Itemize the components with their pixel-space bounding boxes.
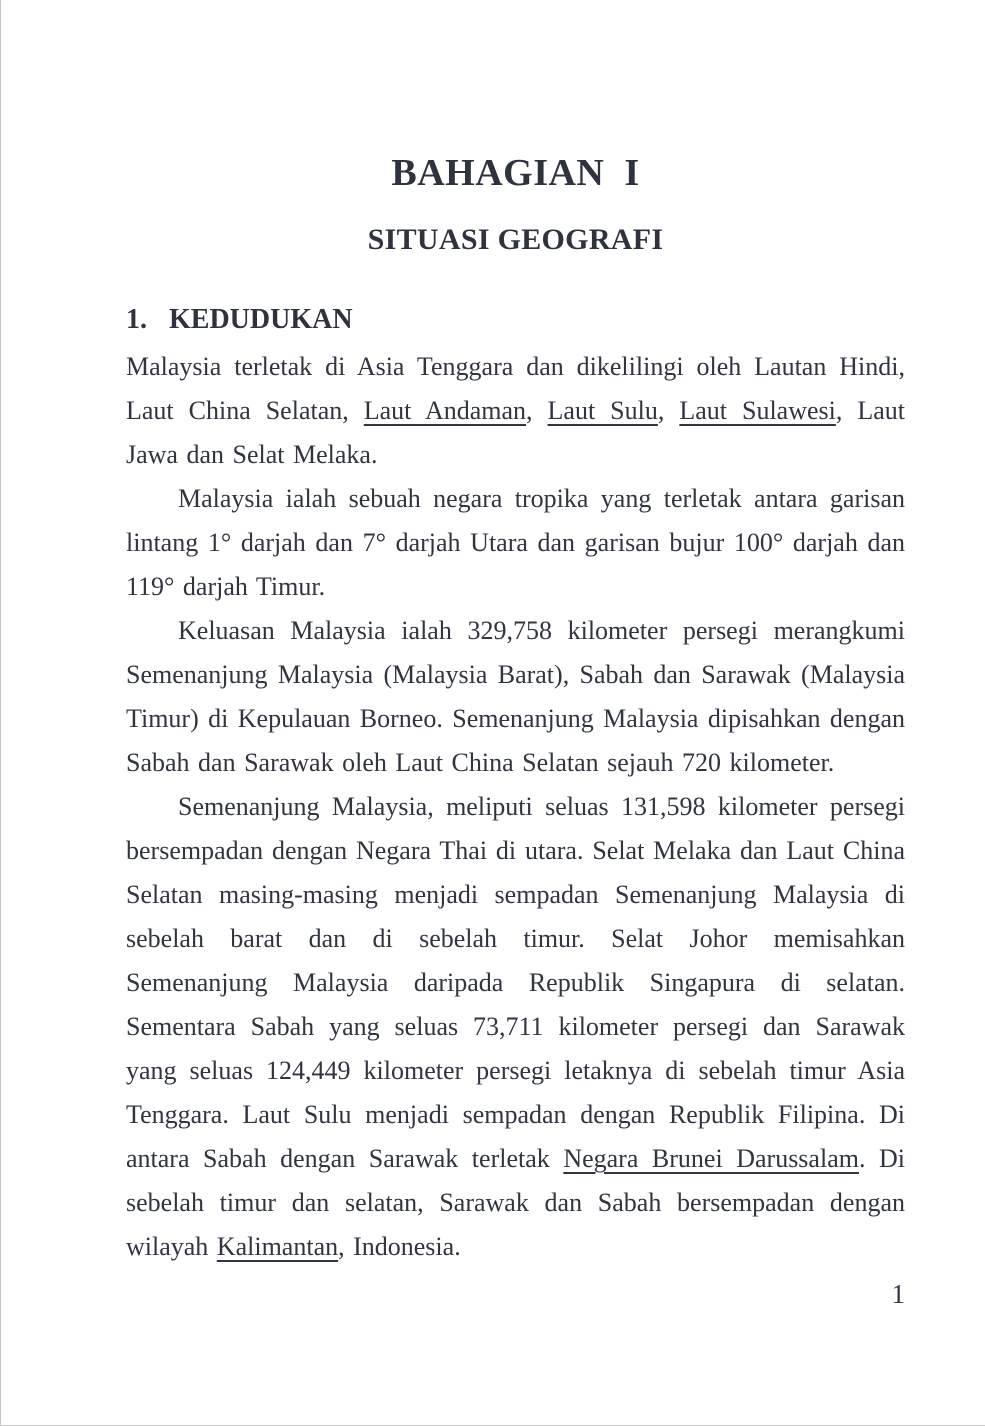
- text-run: , Indonesia.: [338, 1232, 461, 1261]
- underlined-term: Laut Andaman: [363, 396, 527, 425]
- section-heading: [126, 302, 905, 338]
- paragraph: [126, 477, 905, 609]
- page-number: 1: [891, 1279, 905, 1309]
- text-run: Malaysia terletak di Asia Tenggara dan dikelilingi oleh Lautan Hindi, Laut China Selatan,: [126, 352, 905, 425]
- section-title: KEDUDUKAN: [169, 304, 353, 335]
- paragraph: [126, 345, 905, 477]
- paragraphs: [126, 345, 905, 1269]
- text-run: , Laut Jawa dan Selat Melaka.: [126, 396, 906, 469]
- document-content: [1, 0, 985, 1269]
- underlined-term: Kalimantan: [216, 1232, 339, 1261]
- text-run: Semenanjung Malaysia, meliputi seluas 131,598 kilometer persegi bersempadan dengan Negara Thai di utara. Selat Melaka dan Laut China Selatan masing-masing menjadi sempadan Semenanjung Malaysia di sebelah barat dan di sebelah timur. Selat Johor memisahkan Semenanjung Malaysia daripada Republik Singapura di selatan. Sementara Sabah yang seluas 73,711 kilometer persegi dan Sarawak yang seluas 124,449 kilometer persegi letaknya di sebelah timur Asia Tenggara. Laut Sulu menjadi sempadan dengan Republik Filipina. Di antara Sabah dengan Sarawak terletak: [126, 792, 905, 1173]
- underlined-term: Laut Sulu: [547, 396, 658, 425]
- text-run: . Di sebelah timur dan selatan, Sarawak dan Sabah bersempadan dengan wilayah: [126, 1144, 906, 1261]
- text-run: Malaysia ialah sebuah negara tropika yang terletak antara garisan lintang 1° darjah dan 7° darjah Utara dan garisan bujur 100° darjah dan 119° darjah Timur.: [126, 484, 905, 601]
- paragraph: [126, 785, 905, 1269]
- underlined-term: Negara Brunei Darussalam: [563, 1144, 859, 1173]
- underlined-term: Laut Sulawesi: [679, 396, 836, 425]
- text-run: ,: [526, 396, 548, 425]
- paragraph: [126, 609, 905, 785]
- part-title: BAHAGIAN I: [391, 152, 640, 194]
- text-run: Keluasan Malaysia ialah 329,758 kilometer persegi merangkumi Semenanjung Malaysia (Malaysia Barat), Sabah dan Sarawak (Malaysia Timur) di Kepulauan Borneo. Semenanjung Malaysia dipisahkan dengan Sabah dan Sarawak oleh Laut China Selatan sejauh 720 kilometer.: [126, 616, 905, 777]
- section-number: 1.: [126, 304, 147, 335]
- text-run: ,: [657, 396, 680, 425]
- document-subtitle: SITUASI GEOGRAFI: [367, 223, 664, 256]
